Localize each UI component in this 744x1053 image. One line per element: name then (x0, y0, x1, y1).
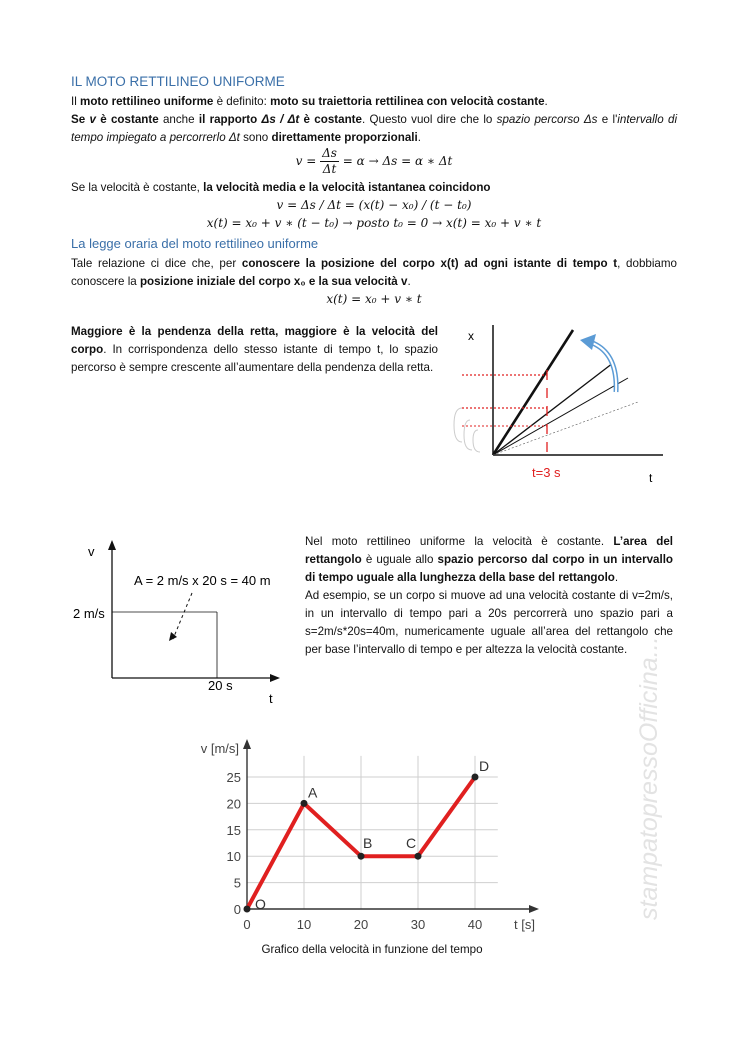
x-tick-label: 20 (353, 917, 369, 932)
y-tick-label: 20 (226, 796, 241, 812)
y-axis-label: v [m/s] (200, 741, 239, 756)
intro-line-1: Il moto rettilineo uniforme è definito: moto su traiettoria rettilinea con velocità costante. (71, 95, 548, 108)
intro-paragraph: Se v è costante anche il rapporto Δs / Δt è costante. Questo vuol dire che lo spazio percorso Δs e l'intervallo di tempo impiegato a percorrerlo Δt sono direttamente proporzionali. (71, 113, 678, 144)
time-label: 20 s (208, 678, 233, 693)
arrow-icon (580, 334, 596, 350)
section-subtitle: La legge oraria del moto rettilineo uniforme (71, 236, 319, 251)
area-paragraph: Nel moto rettilineo uniforme la velocità è costante. L’area del rettangolo è uguale allo spazio percorso dal corpo in un intervallo di tempo uguale alla lunghezza della base del rettangolo. Ad esempio, se un corpo si muove ad una velocità costante di v=2m/s, in un intervallo di tempo pari a 20s percorrerà uno spazio pari a s=2m/s*20s=40m, numericamente uguale all’area del rettangolo che per base l’intervallo di tempo e per altezza la velocità costante. (305, 535, 674, 656)
dotted-line (493, 402, 638, 455)
y-axis-label: v (88, 544, 95, 559)
x-axis-label: t [s] (514, 917, 535, 932)
data-point (358, 853, 365, 860)
x-tick-label: 10 (296, 917, 312, 932)
y-arrow-icon (243, 739, 251, 749)
point-label: D (479, 758, 490, 774)
formula-velocity-ratio: v = $\frac{\Delta s}{\Delta t}$ = α → Δs = α ∗ Δt (295, 146, 453, 176)
fraction: $\frac{\Delta s}{\Delta t}$ (322, 146, 337, 176)
x-tick-label: 40 (467, 917, 483, 932)
watermark (615, 630, 675, 930)
page-title: IL MOTO RETTILINEO UNIFORME (71, 74, 285, 89)
point-label: O (255, 896, 266, 912)
point-label: C (406, 835, 417, 852)
steep-line (493, 330, 573, 455)
formula-velocity-def: v = Δs / Δt = (x(t) − x₀) / (t − t₀) (276, 198, 472, 212)
law-paragraph: Tale relazione ci dice che, per conoscere la posizione del corpo x(t) ad ogni istante di tempo t, dobbiamo conoscere la posizione iniziale del corpo x₀ e la sua velocità v. (71, 257, 677, 288)
velocity-time-chart (180, 733, 550, 943)
y-arrow-icon (108, 540, 116, 550)
velocity-area-graph (70, 538, 300, 708)
time-label: t=3 s (532, 465, 561, 480)
x-tick-label: 0 (243, 917, 251, 932)
svg-text:stampatopressoOfficina...: stampatopressoOfficina... (635, 636, 663, 920)
velocity-label: 2 m/s (73, 606, 105, 621)
data-point (415, 853, 422, 860)
y-axis-label: x (468, 329, 474, 343)
low-line (493, 378, 628, 455)
x-tick-label: 30 (410, 917, 426, 932)
data-point (244, 906, 251, 913)
area-formula: A = 2 m/s x 20 s = 40 m (134, 573, 271, 588)
y-tick-label: 25 (226, 770, 241, 785)
position-time-graph (440, 320, 670, 490)
formula-law: x(t) = x₀ + v ∗ t (326, 292, 422, 306)
y-tick-label: 5 (233, 875, 241, 891)
brace-decoration (454, 408, 480, 452)
pointer-line (173, 593, 192, 639)
mean-velocity-sentence: Se la velocità è costante, la velocità media e la velocità istantanea coincidono (71, 181, 491, 194)
y-tick-label: 0 (233, 902, 241, 917)
x-axis-label: t (269, 691, 273, 706)
y-tick-label: 15 (226, 822, 241, 838)
slope-paragraph: Maggiore è la pendenza della retta, maggiore è la velocità del corpo. In corrispondenza dello stesso istante di tempo t, lo spazio percorso è sempre crescente all’aumentare della pendenza della retta. (71, 325, 438, 374)
point-label: A (308, 784, 318, 801)
x-arrow-icon (270, 674, 280, 682)
data-point (301, 800, 308, 807)
chart-caption: Grafico della velocità in funzione del tempo (261, 943, 483, 956)
x-axis-label: t (649, 471, 653, 485)
data-point (472, 774, 479, 781)
y-tick-label: 10 (226, 849, 241, 865)
point-label: B (363, 835, 373, 852)
medium-line (493, 363, 613, 455)
x-arrow-icon (529, 905, 539, 913)
formula-position: x(t) = x₀ + v ∗ (t − t₀) → posto t₀ = 0 → x(t) = x₀ + v ∗ t (206, 216, 542, 230)
